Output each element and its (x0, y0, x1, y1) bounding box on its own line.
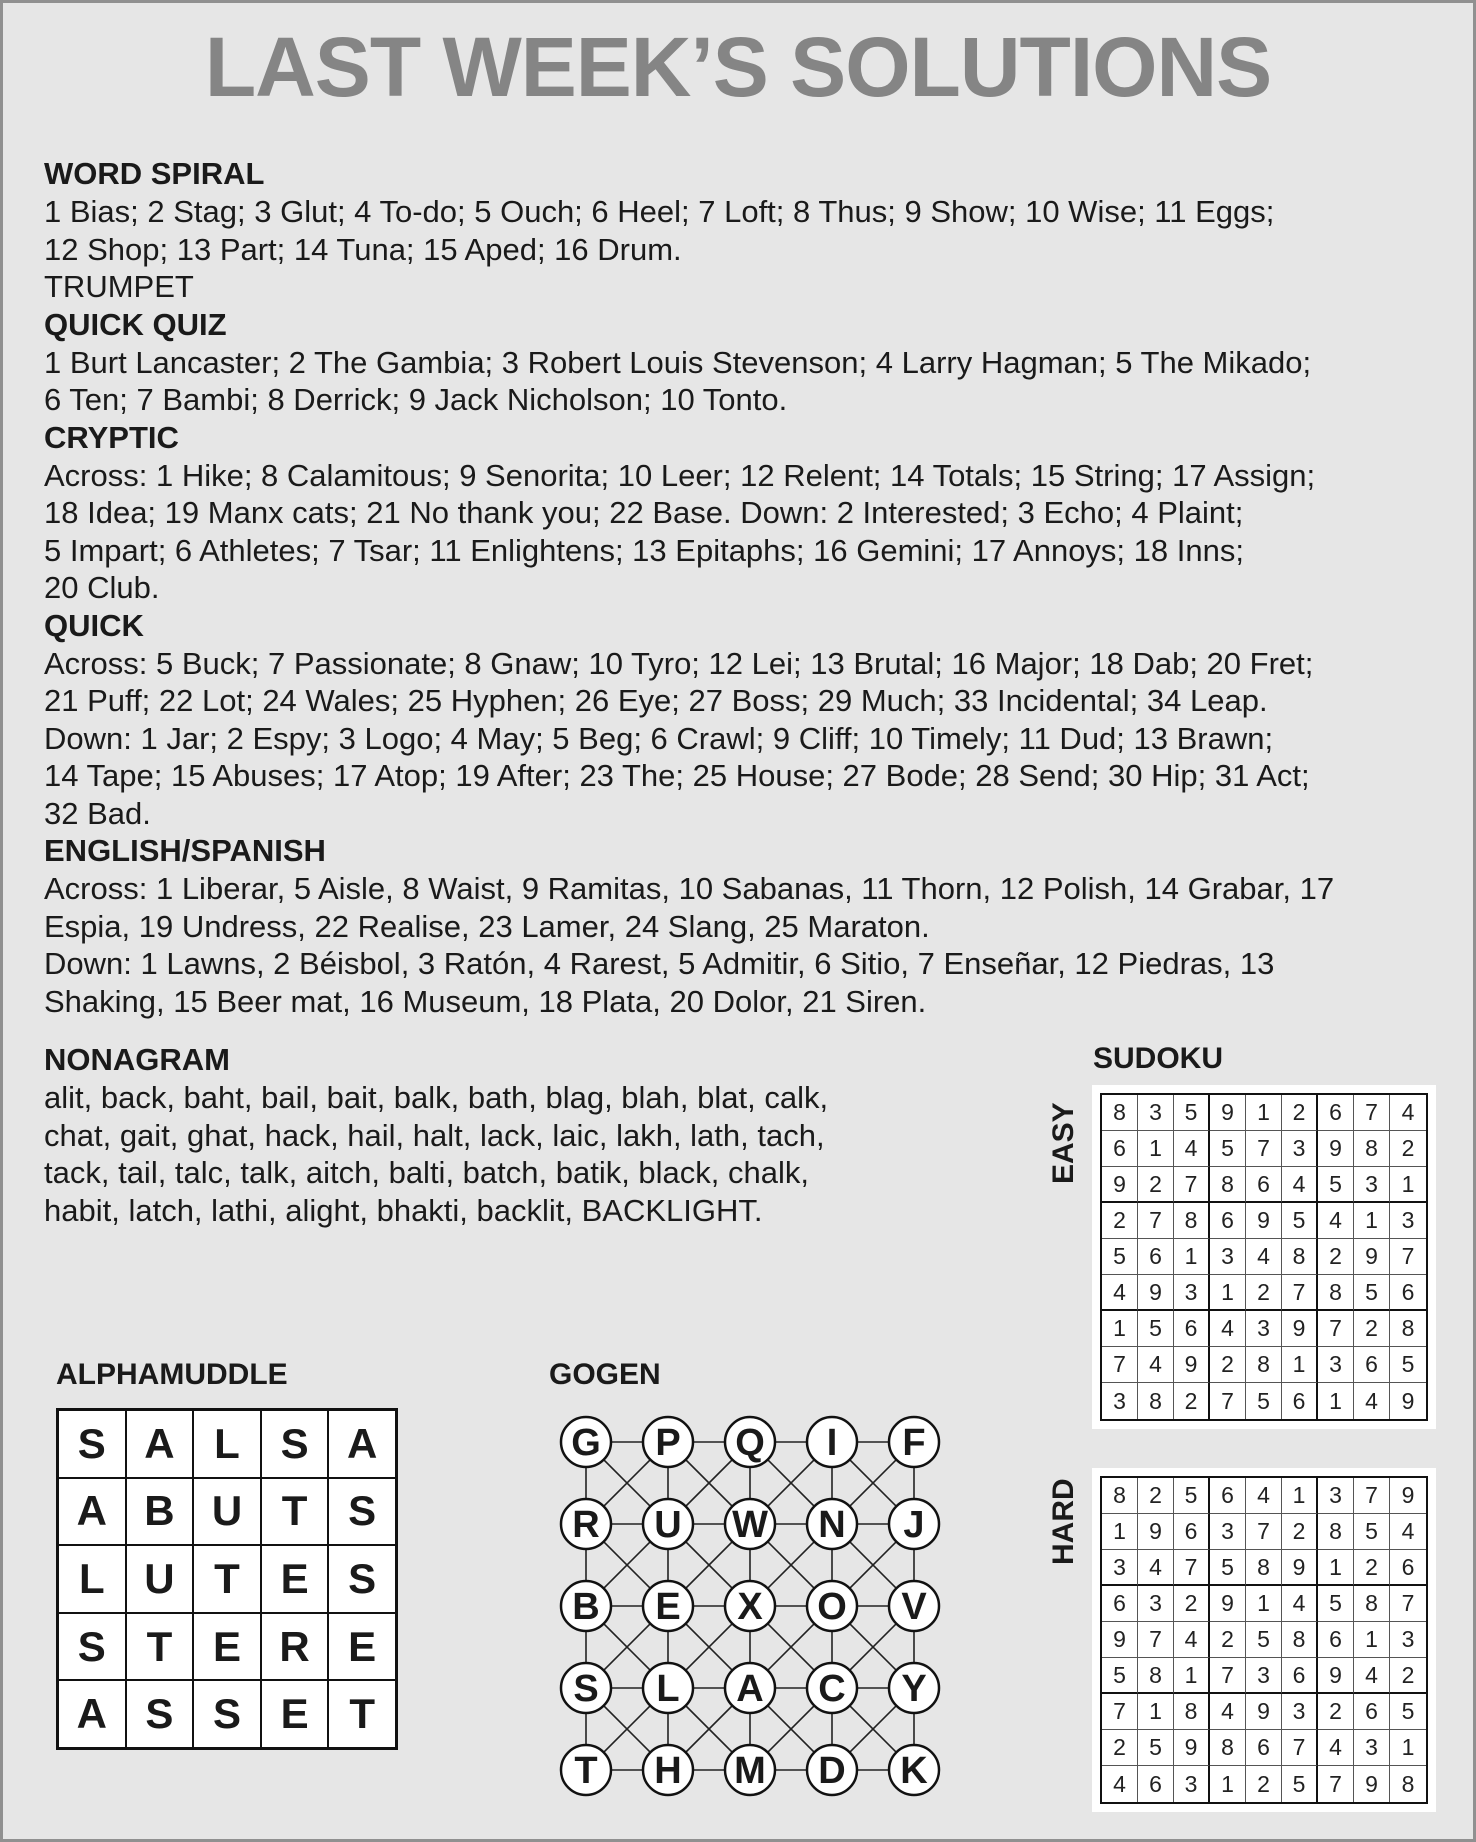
sudoku-easy-cell: 6 (1174, 1311, 1210, 1347)
sudoku-easy-cell: 8 (1102, 1095, 1138, 1131)
sudoku-easy-cell: 3 (1282, 1131, 1318, 1167)
sudoku-hard-cell: 3 (1138, 1586, 1174, 1622)
sudoku-hard-cell: 6 (1354, 1694, 1390, 1730)
alphamuddle-cell: E (193, 1613, 261, 1681)
section-answer-line: Across: 1 Liberar, 5 Aisle, 8 Waist, 9 Ramitas, 10 Sabanas, 11 Thorn, 12 Polish, 14 Grabar, 17 (44, 871, 1335, 906)
sudoku-hard-cell: 9 (1210, 1586, 1246, 1622)
sudoku-easy-cell: 2 (1354, 1311, 1390, 1347)
gogen-letter: V (901, 1586, 927, 1628)
sudoku-easy-cell: 3 (1210, 1239, 1246, 1275)
gogen-node (643, 1581, 693, 1631)
section-answer-line: 1 Bias; 2 Stag; 3 Glut; 4 To-do; 5 Ouch; 6 Heel; 7 Loft; 8 Thus; 9 Show; 10 Wise; 11 Eggs; (44, 194, 1275, 229)
sudoku-hard-cell: 4 (1354, 1658, 1390, 1694)
gogen-node (643, 1417, 693, 1467)
alphamuddle-cell: T (261, 1478, 329, 1546)
sudoku-easy-cell: 7 (1246, 1131, 1282, 1167)
gogen-letter: K (900, 1750, 928, 1792)
gogen-node (643, 1499, 693, 1549)
gogen-letter: C (818, 1668, 846, 1710)
gogen-node (725, 1417, 775, 1467)
solutions-text-sections (44, 155, 1464, 1020)
sudoku-hard-cell: 7 (1282, 1730, 1318, 1766)
sudoku-hard-cell: 2 (1318, 1694, 1354, 1730)
section-answer-line: TRUMPET (44, 269, 194, 304)
sudoku-easy-cell: 3 (1102, 1383, 1138, 1419)
sudoku-easy-cell: 1 (1102, 1311, 1138, 1347)
sudoku-hard-cell: 6 (1138, 1766, 1174, 1802)
gogen-letter: D (818, 1750, 846, 1792)
sudoku-hard-cell: 5 (1318, 1586, 1354, 1622)
section-heading: QUICK (44, 607, 144, 643)
gogen-node (807, 1417, 857, 1467)
sudoku-hard-cell: 6 (1390, 1550, 1426, 1586)
sudoku-easy-cell: 9 (1138, 1275, 1174, 1311)
sudoku-easy-cell: 8 (1210, 1167, 1246, 1203)
sudoku-hard-cell: 8 (1354, 1586, 1390, 1622)
sudoku-easy-cell: 9 (1174, 1347, 1210, 1383)
gogen-node (889, 1745, 939, 1795)
sudoku-hard-cell: 2 (1246, 1766, 1282, 1802)
sudoku-hard-cell: 7 (1102, 1694, 1138, 1730)
sudoku-hard-cell: 6 (1102, 1586, 1138, 1622)
gogen-letter: Q (735, 1422, 765, 1464)
sudoku-easy-cell: 6 (1246, 1167, 1282, 1203)
gogen-node (889, 1417, 939, 1467)
gogen-letter: T (574, 1750, 598, 1792)
gogen-node (643, 1663, 693, 1713)
sudoku-hard-cell: 9 (1102, 1622, 1138, 1658)
sudoku-hard-cell: 5 (1174, 1478, 1210, 1514)
sudoku-easy-cell: 1 (1246, 1095, 1282, 1131)
sudoku-hard-cell: 7 (1174, 1550, 1210, 1586)
sudoku-easy-cell: 4 (1174, 1131, 1210, 1167)
sudoku-hard-cell: 7 (1318, 1766, 1354, 1802)
sudoku-easy-cell: 7 (1318, 1311, 1354, 1347)
sudoku-easy-cell: 1 (1138, 1131, 1174, 1167)
sudoku-hard-cell: 5 (1102, 1658, 1138, 1694)
sudoku-easy-cell: 6 (1138, 1239, 1174, 1275)
sudoku-hard-cell: 5 (1354, 1514, 1390, 1550)
sudoku-easy-cell: 1 (1174, 1239, 1210, 1275)
sudoku-hard-cell: 1 (1210, 1766, 1246, 1802)
gogen-node (725, 1745, 775, 1795)
gogen-letter: W (732, 1504, 768, 1546)
sudoku-easy-cell: 3 (1318, 1347, 1354, 1383)
section-answer-line: Shaking, 15 Beer mat, 16 Museum, 18 Plata, 20 Dolor, 21 Siren. (44, 983, 927, 1019)
sudoku-easy-cell: 4 (1354, 1383, 1390, 1419)
sudoku-easy-cell: 8 (1246, 1347, 1282, 1383)
gogen-node (561, 1581, 611, 1631)
sudoku-easy-cell: 2 (1318, 1239, 1354, 1275)
section-heading: WORD SPIRAL (44, 156, 265, 191)
nonagram-line: alit, back, baht, bail, bait, balk, bath, blag, blah, blat, calk, (44, 1080, 829, 1115)
sudoku-hard-cell: 2 (1354, 1550, 1390, 1586)
sudoku-easy-cell: 2 (1174, 1383, 1210, 1419)
sudoku-easy-cell: 2 (1390, 1131, 1426, 1167)
sudoku-easy-cell: 4 (1138, 1347, 1174, 1383)
alphamuddle-cell: A (58, 1680, 126, 1748)
sudoku-easy-cell: 1 (1354, 1203, 1390, 1239)
sudoku-hard-cell: 4 (1102, 1766, 1138, 1802)
sudoku-easy-cell: 6 (1318, 1095, 1354, 1131)
sudoku-easy-cell: 1 (1318, 1383, 1354, 1419)
sudoku-hard-cell: 8 (1318, 1514, 1354, 1550)
alphamuddle-cell: A (328, 1410, 396, 1478)
sudoku-easy-cell: 6 (1354, 1347, 1390, 1383)
sudoku-hard-cell: 2 (1210, 1622, 1246, 1658)
sudoku-easy-cell: 4 (1318, 1203, 1354, 1239)
sudoku-easy-cell: 9 (1354, 1239, 1390, 1275)
sudoku-easy-cell: 2 (1138, 1167, 1174, 1203)
sudoku-hard-cell: 3 (1246, 1658, 1282, 1694)
gogen-letter: G (571, 1422, 601, 1464)
section-answer-line: Espia, 19 Undress, 22 Realise, 23 Lamer, 24 Slang, 25 Maraton. (44, 908, 930, 944)
section-answer-line: Across: 5 Buck; 7 Passionate; 8 Gnaw; 10 Tyro; 12 Lei; 13 Brutal; 16 Major; 18 Dab; 20 Fret; (44, 645, 1314, 681)
alphamuddle-cell: E (261, 1545, 329, 1613)
sudoku-easy-cell: 8 (1318, 1275, 1354, 1311)
alphamuddle-cell: R (261, 1613, 329, 1681)
sudoku-hard-cell: 2 (1174, 1586, 1210, 1622)
gogen-letter: B (572, 1586, 600, 1628)
sudoku-hard-cell: 9 (1174, 1730, 1210, 1766)
nonagram-line: chat, gait, ghat, hack, hail, halt, lack, laic, lakh, lath, tach, (44, 1117, 825, 1153)
sudoku-hard-cell: 9 (1246, 1694, 1282, 1730)
sudoku-hard-cell: 3 (1102, 1550, 1138, 1586)
sudoku-hard-cell: 4 (1282, 1586, 1318, 1622)
section-answer-line: 32 Bad. (44, 795, 151, 831)
sudoku-easy-cell: 2 (1102, 1203, 1138, 1239)
sudoku-easy-cell: 5 (1282, 1203, 1318, 1239)
alphamuddle-cell: A (126, 1410, 194, 1478)
section-heading: CRYPTIC (44, 419, 179, 455)
sudoku-hard-cell: 8 (1174, 1694, 1210, 1730)
alphamuddle-cell: L (58, 1545, 126, 1613)
sudoku-hard-cell: 3 (1282, 1694, 1318, 1730)
sudoku-hard-cell: 3 (1210, 1514, 1246, 1550)
sudoku-hard-cell: 3 (1174, 1766, 1210, 1802)
sudoku-hard-cell: 1 (1390, 1730, 1426, 1766)
sudoku-hard-cell: 9 (1138, 1514, 1174, 1550)
alphamuddle-cell: S (328, 1478, 396, 1546)
sudoku-hard-cell: 1 (1282, 1478, 1318, 1514)
sudoku-hard-label: HARD (1047, 1478, 1080, 1565)
sudoku-hard-cell: 8 (1138, 1658, 1174, 1694)
sudoku-easy-cell: 6 (1282, 1383, 1318, 1419)
sudoku-hard-cell: 1 (1246, 1586, 1282, 1622)
sudoku-hard-cell: 4 (1138, 1550, 1174, 1586)
gogen-heading: GOGEN (549, 1358, 661, 1391)
gogen-node (561, 1663, 611, 1713)
sudoku-easy-cell: 8 (1282, 1239, 1318, 1275)
gogen-letter: I (826, 1422, 838, 1464)
section-answer-line: 18 Idea; 19 Manx cats; 21 No thank you; 22 Base. Down: 2 Interested; 3 Echo; 4 Plaint; (44, 495, 1244, 530)
gogen-node (561, 1417, 611, 1467)
sudoku-easy-cell: 5 (1174, 1095, 1210, 1131)
sudoku-easy-cell: 2 (1246, 1275, 1282, 1311)
gogen-letter: P (655, 1422, 681, 1464)
section-answer-line: 12 Shop; 13 Part; 14 Tuna; 15 Aped; 16 Drum. (44, 231, 682, 267)
gogen-letter: L (656, 1668, 680, 1710)
sudoku-hard-cell: 7 (1390, 1586, 1426, 1622)
section-answer-line: Across: 1 Hike; 8 Calamitous; 9 Senorita; 10 Leer; 12 Relent; 14 Totals; 15 String; 17 Assign; (44, 457, 1316, 493)
nonagram-answers (44, 1079, 1004, 1229)
gogen-letter: M (734, 1750, 766, 1792)
sudoku-hard-cell: 2 (1282, 1514, 1318, 1550)
sudoku-easy-cell: 4 (1246, 1239, 1282, 1275)
sudoku-hard-cell: 3 (1390, 1622, 1426, 1658)
nonagram-line: tack, tail, talc, talk, aitch, balti, batch, batik, black, chalk, (44, 1155, 810, 1190)
sudoku-hard-cell: 4 (1174, 1622, 1210, 1658)
sudoku-hard-cell: 5 (1390, 1694, 1426, 1730)
section-answer-line: Down: 1 Lawns, 2 Béisbol, 3 Ratón, 4 Rarest, 5 Admitir, 6 Sitio, 7 Enseñar, 12 Piedras, 13 (44, 946, 1275, 981)
sudoku-hard-cell: 1 (1354, 1622, 1390, 1658)
section-heading: ENGLISH/SPANISH (44, 833, 326, 868)
gogen-node (725, 1581, 775, 1631)
sudoku-easy-cell: 1 (1390, 1167, 1426, 1203)
sudoku-hard-cell: 9 (1282, 1550, 1318, 1586)
alphamuddle-cell: L (193, 1410, 261, 1478)
gogen-node (643, 1745, 693, 1795)
sudoku-hard-cells (1100, 1476, 1428, 1804)
sudoku-easy-cell: 7 (1282, 1275, 1318, 1311)
sudoku-easy-cell: 1 (1210, 1275, 1246, 1311)
sudoku-easy-cell: 3 (1246, 1311, 1282, 1347)
nonagram-section (44, 1041, 1004, 1229)
sudoku-easy-cell: 5 (1138, 1311, 1174, 1347)
sudoku-hard-cell: 9 (1390, 1478, 1426, 1514)
sudoku-easy-cell: 7 (1174, 1167, 1210, 1203)
sudoku-easy-cell: 4 (1102, 1275, 1138, 1311)
sudoku-hard-cell: 6 (1246, 1730, 1282, 1766)
gogen-letter: F (902, 1422, 926, 1464)
sudoku-hard-cell: 7 (1138, 1622, 1174, 1658)
gogen-node (561, 1745, 611, 1795)
alphamuddle-heading: ALPHAMUDDLE (56, 1358, 288, 1391)
alphamuddle-cell: S (328, 1545, 396, 1613)
sudoku-easy-cell: 5 (1354, 1275, 1390, 1311)
sudoku-easy-cell: 9 (1102, 1167, 1138, 1203)
sudoku-easy-cell: 5 (1390, 1347, 1426, 1383)
gogen-node (807, 1745, 857, 1795)
sudoku-easy-cell: 4 (1210, 1311, 1246, 1347)
gogen-letter: J (903, 1504, 925, 1546)
gogen-letter: R (572, 1504, 600, 1546)
nonagram-line: habit, latch, lathi, alight, bhakti, backlit, BACKLIGHT. (44, 1192, 763, 1228)
alphamuddle-grid (56, 1408, 398, 1750)
nonagram-heading: NONAGRAM (44, 1042, 230, 1077)
sudoku-hard-cell: 7 (1246, 1514, 1282, 1550)
sudoku-hard-cell: 5 (1246, 1622, 1282, 1658)
alphamuddle-cell: S (261, 1410, 329, 1478)
sudoku-easy-cell: 8 (1354, 1131, 1390, 1167)
sudoku-easy-cell: 4 (1390, 1095, 1426, 1131)
sudoku-easy-cell: 2 (1210, 1347, 1246, 1383)
sudoku-easy-label: EASY (1047, 1102, 1080, 1184)
sudoku-hard-cell: 4 (1210, 1694, 1246, 1730)
sudoku-hard-cell: 8 (1102, 1478, 1138, 1514)
sudoku-hard-cell: 2 (1138, 1478, 1174, 1514)
sudoku-easy-cells (1100, 1093, 1428, 1421)
sudoku-hard-cell: 8 (1246, 1550, 1282, 1586)
section-answer-line: 20 Club. (44, 570, 160, 605)
gogen-letter: S (573, 1668, 599, 1710)
sudoku-hard-cell: 6 (1318, 1622, 1354, 1658)
gogen-letter: O (817, 1586, 847, 1628)
sudoku-hard-cell: 1 (1318, 1550, 1354, 1586)
gogen-letter: A (736, 1668, 764, 1710)
gogen-node (889, 1663, 939, 1713)
sudoku-hard-cell: 9 (1318, 1658, 1354, 1694)
sudoku-hard-grid (1092, 1468, 1436, 1812)
section-answer-line: 1 Burt Lancaster; 2 The Gambia; 3 Robert Louis Stevenson; 4 Larry Hagman; 5 The Mikado; (44, 344, 1312, 380)
sudoku-hard-cell: 8 (1401, 1770, 1415, 1797)
section-heading: QUICK QUIZ (44, 306, 227, 342)
alphamuddle-cell: T (126, 1613, 194, 1681)
gogen-node (807, 1581, 857, 1631)
alphamuddle-cell: T (193, 1545, 261, 1613)
sudoku-hard-cell: 6 (1174, 1514, 1210, 1550)
gogen-node (725, 1663, 775, 1713)
gogen-node (807, 1499, 857, 1549)
gogen-node (889, 1499, 939, 1549)
sudoku-hard-cell: 1 (1174, 1658, 1210, 1694)
sudoku-heading: SUDOKU (1093, 1042, 1224, 1075)
gogen-letter: U (654, 1504, 682, 1546)
sudoku-easy-cell: 9 (1318, 1131, 1354, 1167)
section-answer-line: 6 Ten; 7 Bambi; 8 Derrick; 9 Jack Nicholson; 10 Tonto. (44, 382, 788, 417)
sudoku-hard-cell: 6 (1210, 1478, 1246, 1514)
sudoku-easy-cell: 5 (1318, 1167, 1354, 1203)
sudoku-easy-cell: 5 (1246, 1383, 1282, 1419)
sudoku-hard-cell: 9 (1354, 1766, 1390, 1802)
alphamuddle-cell: S (58, 1410, 126, 1478)
sudoku-easy-cell: 6 (1210, 1203, 1246, 1239)
sudoku-easy-cell: 8 (1138, 1383, 1174, 1419)
gogen-letter: Y (901, 1668, 927, 1710)
sudoku-hard-cell: 5 (1282, 1766, 1318, 1802)
sudoku-easy-cell: 8 (1390, 1311, 1426, 1347)
sudoku-hard-cell: 1 (1102, 1514, 1138, 1550)
gogen-node (889, 1581, 939, 1631)
alphamuddle-cell: U (126, 1545, 194, 1613)
alphamuddle-cell: S (193, 1680, 261, 1748)
sudoku-hard-cell: 5 (1138, 1730, 1174, 1766)
gogen-letter: E (655, 1586, 681, 1628)
alphamuddle-cell: S (126, 1680, 194, 1748)
alphamuddle-cell: B (126, 1478, 194, 1546)
sudoku-easy-cell: 2 (1282, 1095, 1318, 1131)
gogen-node (807, 1663, 857, 1713)
sudoku-hard-cell: 2 (1102, 1730, 1138, 1766)
page-title: LAST WEEK’S SOLUTIONS (204, 20, 1272, 114)
sudoku-hard-cell: 8 (1282, 1622, 1318, 1658)
gogen-node (725, 1499, 775, 1549)
gogen-letter: H (654, 1750, 682, 1792)
sudoku-hard-cell: 4 (1390, 1514, 1426, 1550)
sudoku-hard-cell: 5 (1210, 1550, 1246, 1586)
sudoku-easy-cell: 6 (1102, 1131, 1138, 1167)
sudoku-easy-cell: 8 (1174, 1203, 1210, 1239)
sudoku-hard-cell: 8 (1210, 1730, 1246, 1766)
sudoku-hard-cell: 2 (1390, 1658, 1426, 1694)
sudoku-easy-cell: 7 (1210, 1383, 1246, 1419)
section-answer-line: 14 Tape; 15 Abuses; 17 Atop; 19 After; 23 The; 25 House; 27 Bode; 28 Send; 30 Hip; 31 Act; (44, 758, 1310, 793)
sudoku-easy-cell: 6 (1390, 1275, 1426, 1311)
sudoku-easy-cell: 9 (1282, 1311, 1318, 1347)
alphamuddle-cell: E (328, 1613, 396, 1681)
sudoku-easy-cell: 9 (1246, 1203, 1282, 1239)
sudoku-hard-cell: 3 (1318, 1478, 1354, 1514)
sudoku-easy-cell: 3 (1354, 1167, 1390, 1203)
sudoku-easy-cell: 7 (1138, 1203, 1174, 1239)
sudoku-hard-cell: 7 (1354, 1478, 1390, 1514)
section-answer-line: 21 Puff; 22 Lot; 24 Wales; 25 Hyphen; 26 Eye; 27 Boss; 29 Much; 33 Incidental; 34 Leap. (44, 683, 1268, 718)
alphamuddle-cell: A (58, 1478, 126, 1546)
alphamuddle-cell: E (261, 1680, 329, 1748)
gogen-letter: N (818, 1504, 846, 1546)
sudoku-easy-cell: 1 (1282, 1347, 1318, 1383)
sudoku-easy-cell: 7 (1102, 1347, 1138, 1383)
alphamuddle-cell: S (58, 1613, 126, 1681)
gogen-letter: X (737, 1586, 763, 1628)
sudoku-easy-cell: 5 (1210, 1131, 1246, 1167)
sudoku-easy-grid (1092, 1085, 1436, 1429)
sudoku-hard-cell: 3 (1354, 1730, 1390, 1766)
sudoku-easy-cell: 5 (1102, 1239, 1138, 1275)
section-answer-line: Down: 1 Jar; 2 Espy; 3 Logo; 4 May; 5 Beg; 6 Crawl; 9 Cliff; 10 Timely; 11 Dud; 13 Brawn; (44, 720, 1274, 756)
sudoku-hard-cell: 6 (1282, 1658, 1318, 1694)
sudoku-hard-cell: 1 (1138, 1694, 1174, 1730)
sudoku-easy-cell: 9 (1210, 1095, 1246, 1131)
sudoku-easy-cell: 4 (1282, 1167, 1318, 1203)
sudoku-hard-cell: 7 (1210, 1658, 1246, 1694)
alphamuddle-cell: T (328, 1680, 396, 1748)
sudoku-easy-cell: 3 (1174, 1275, 1210, 1311)
sudoku-easy-cell: 9 (1401, 1387, 1415, 1414)
sudoku-easy-cell: 3 (1390, 1203, 1426, 1239)
alphamuddle-cell: U (193, 1478, 261, 1546)
section-answer-line: 5 Impart; 6 Athletes; 7 Tsar; 11 Enlightens; 13 Epitaphs; 16 Gemini; 17 Annoys; 18 Inns; (44, 532, 1244, 568)
sudoku-easy-cell: 7 (1354, 1095, 1390, 1131)
sudoku-easy-cell: 3 (1138, 1095, 1174, 1131)
sudoku-hard-cell: 4 (1246, 1478, 1282, 1514)
gogen-grid (551, 1407, 951, 1807)
gogen-node (561, 1499, 611, 1549)
sudoku-hard-cell: 4 (1318, 1730, 1354, 1766)
sudoku-easy-cell: 7 (1390, 1239, 1426, 1275)
